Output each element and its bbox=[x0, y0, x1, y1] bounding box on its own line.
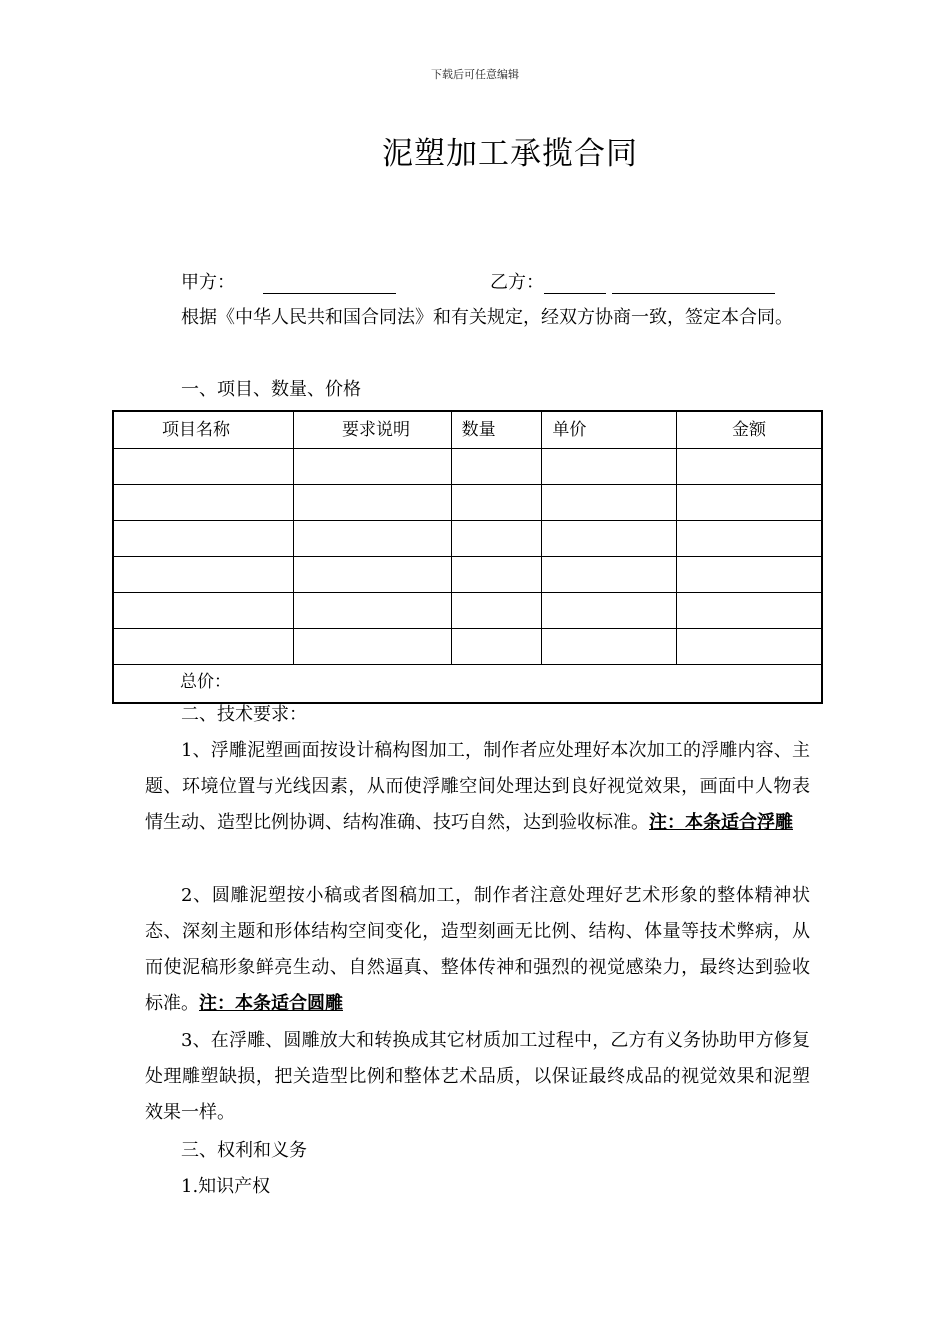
header-item-name: 项目名称 bbox=[113, 411, 294, 449]
header-unit-price: 单价 bbox=[542, 411, 677, 449]
table-cell[interactable] bbox=[294, 449, 452, 485]
table-cell[interactable] bbox=[294, 629, 452, 665]
tech-item-2 bbox=[145, 878, 810, 1022]
party-b-line bbox=[490, 272, 775, 294]
table-header-row bbox=[113, 411, 822, 449]
table-cell[interactable] bbox=[451, 485, 542, 521]
table-row bbox=[113, 485, 822, 521]
subsection-ip: 1.知识产权 bbox=[181, 1176, 271, 1197]
table-cell[interactable] bbox=[676, 557, 822, 593]
table-row bbox=[113, 449, 822, 485]
table-cell[interactable] bbox=[542, 629, 677, 665]
table-cell[interactable] bbox=[113, 449, 294, 485]
header-quantity: 数量 bbox=[451, 411, 542, 449]
items-table bbox=[112, 410, 823, 704]
tech-item-2-text: 2、圆雕泥塑按小稿或者图稿加工，制作者注意处理好艺术形象的整体精神状态、深刻主题和形体结构空间变化，造型刻画无比例、结构、体量等技术弊病，从而使泥稿形象鲜亮生动、自然逼真、整体传神和强烈的视觉感染力，最终达到验收标准。 bbox=[145, 885, 810, 1014]
party-b-label: 乙方： bbox=[490, 272, 544, 293]
table-cell[interactable] bbox=[113, 485, 294, 521]
tech-item-3: 3、在浮雕、圆雕放大和转换成其它材质加工过程中，乙方有义务协助甲方修复处理雕塑缺损，把关造型比例和整体艺术品质，以保证最终成品的视觉效果和泥塑效果一样。 bbox=[145, 1030, 810, 1123]
section-1-heading: 一、项目、数量、价格 bbox=[181, 379, 361, 400]
header-amount: 金额 bbox=[676, 411, 822, 449]
table-cell[interactable] bbox=[113, 629, 294, 665]
table-cell[interactable] bbox=[294, 521, 452, 557]
document-title: 泥塑加工承揽合同 bbox=[382, 136, 638, 172]
section-3-heading: 三、权利和义务 bbox=[181, 1140, 307, 1161]
table-cell[interactable] bbox=[451, 449, 542, 485]
intro-paragraph: 根据《中华人民共和国合同法》和有关规定，经双方协商一致，签定本合同。 bbox=[181, 307, 793, 328]
table-cell[interactable] bbox=[676, 521, 822, 557]
party-a-blank[interactable] bbox=[263, 275, 396, 294]
table-row bbox=[113, 521, 822, 557]
table-cell[interactable] bbox=[542, 557, 677, 593]
table-cell[interactable] bbox=[451, 557, 542, 593]
table-cell[interactable] bbox=[451, 629, 542, 665]
table-cell[interactable] bbox=[451, 593, 542, 629]
table-cell[interactable] bbox=[113, 557, 294, 593]
table-cell[interactable] bbox=[542, 593, 677, 629]
table-cell[interactable] bbox=[294, 485, 452, 521]
table-cell[interactable] bbox=[542, 485, 677, 521]
header-requirements: 要求说明 bbox=[294, 411, 452, 449]
section-2-heading: 二、技术要求： bbox=[181, 704, 307, 725]
table-cell[interactable] bbox=[676, 485, 822, 521]
party-b-blank-2[interactable] bbox=[612, 275, 775, 294]
table-cell[interactable] bbox=[113, 593, 294, 629]
table-row bbox=[113, 593, 822, 629]
party-b-blank-1[interactable] bbox=[544, 275, 606, 294]
table-cell[interactable] bbox=[542, 521, 677, 557]
table-cell[interactable] bbox=[676, 593, 822, 629]
tech-item-1-text: 1、浮雕泥塑画面按设计稿构图加工，制作者应处理好本次加工的浮雕内容、主题、环境位置与光线因素，从而使浮雕空间处理达到良好视觉效果，画面中人物表情生动、造型比例协调、结构准确、技巧自然，达到验收标准。 bbox=[145, 740, 810, 833]
tech-item-1-note: 注：本条适合浮雕 bbox=[649, 812, 793, 833]
table-cell[interactable] bbox=[294, 557, 452, 593]
table-cell[interactable] bbox=[113, 521, 294, 557]
tech-item-1 bbox=[145, 733, 810, 841]
table-cell[interactable] bbox=[542, 449, 677, 485]
table-cell[interactable] bbox=[676, 449, 822, 485]
table-cell[interactable] bbox=[451, 521, 542, 557]
table-cell[interactable] bbox=[294, 593, 452, 629]
party-a-line bbox=[181, 272, 396, 294]
table-row bbox=[113, 629, 822, 665]
total-price-label: 总价： bbox=[180, 672, 231, 692]
party-a-label: 甲方： bbox=[181, 272, 235, 293]
tech-item-2-note: 注：本条适合圆雕 bbox=[199, 993, 343, 1014]
table-cell[interactable] bbox=[676, 629, 822, 665]
header-note: 下载后可任意编辑 bbox=[431, 68, 519, 81]
table-row bbox=[113, 557, 822, 593]
